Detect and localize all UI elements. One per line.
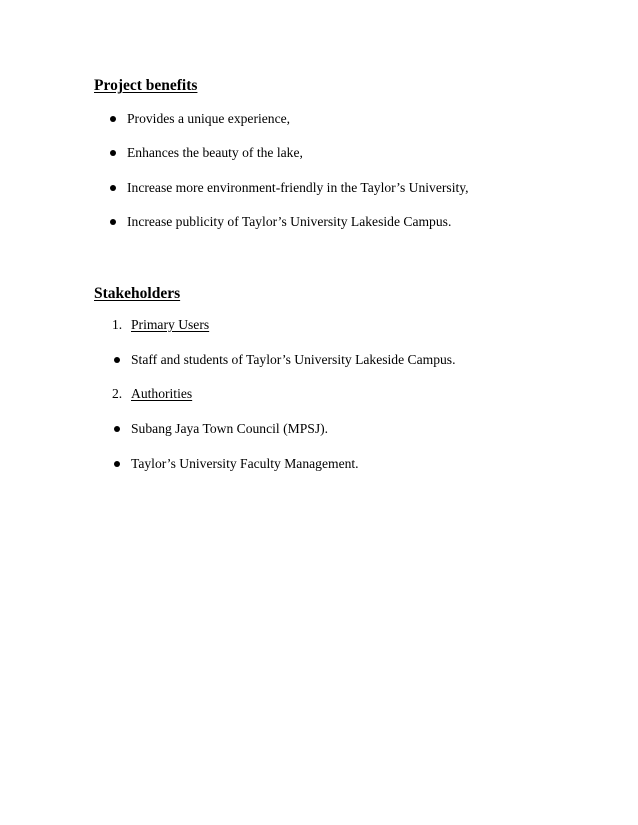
- stakeholders-heading: Stakeholders: [94, 285, 181, 302]
- bullet-icon: [110, 185, 116, 191]
- stakeholder-group-title: Authorities: [131, 386, 193, 401]
- bullet-icon: [114, 357, 120, 363]
- stakeholder-item: Taylor’s University Faculty Management.: [131, 456, 359, 471]
- benefit-item: Provides a unique experience,: [127, 111, 291, 126]
- project-benefits-heading: Project benefits: [94, 77, 198, 94]
- bullet-icon: [110, 116, 116, 122]
- bullet-icon: [110, 150, 116, 156]
- bullet-icon: [114, 461, 120, 467]
- benefit-item: Increase more environment-friendly in the Taylor’s University,: [127, 180, 469, 195]
- list-number: 1.: [112, 317, 123, 332]
- bullet-icon: [110, 219, 116, 225]
- benefit-item: Enhances the beauty of the lake,: [127, 145, 303, 160]
- benefit-item: Increase publicity of Taylor’s University Lakeside Campus.: [127, 214, 452, 229]
- stakeholder-item: Staff and students of Taylor’s University Lakeside Campus.: [131, 352, 456, 367]
- stakeholder-group-title: Primary Users: [131, 317, 210, 332]
- list-number: 2.: [112, 386, 123, 401]
- bullet-icon: [114, 426, 120, 432]
- stakeholder-item: Subang Jaya Town Council (MPSJ).: [131, 421, 329, 436]
